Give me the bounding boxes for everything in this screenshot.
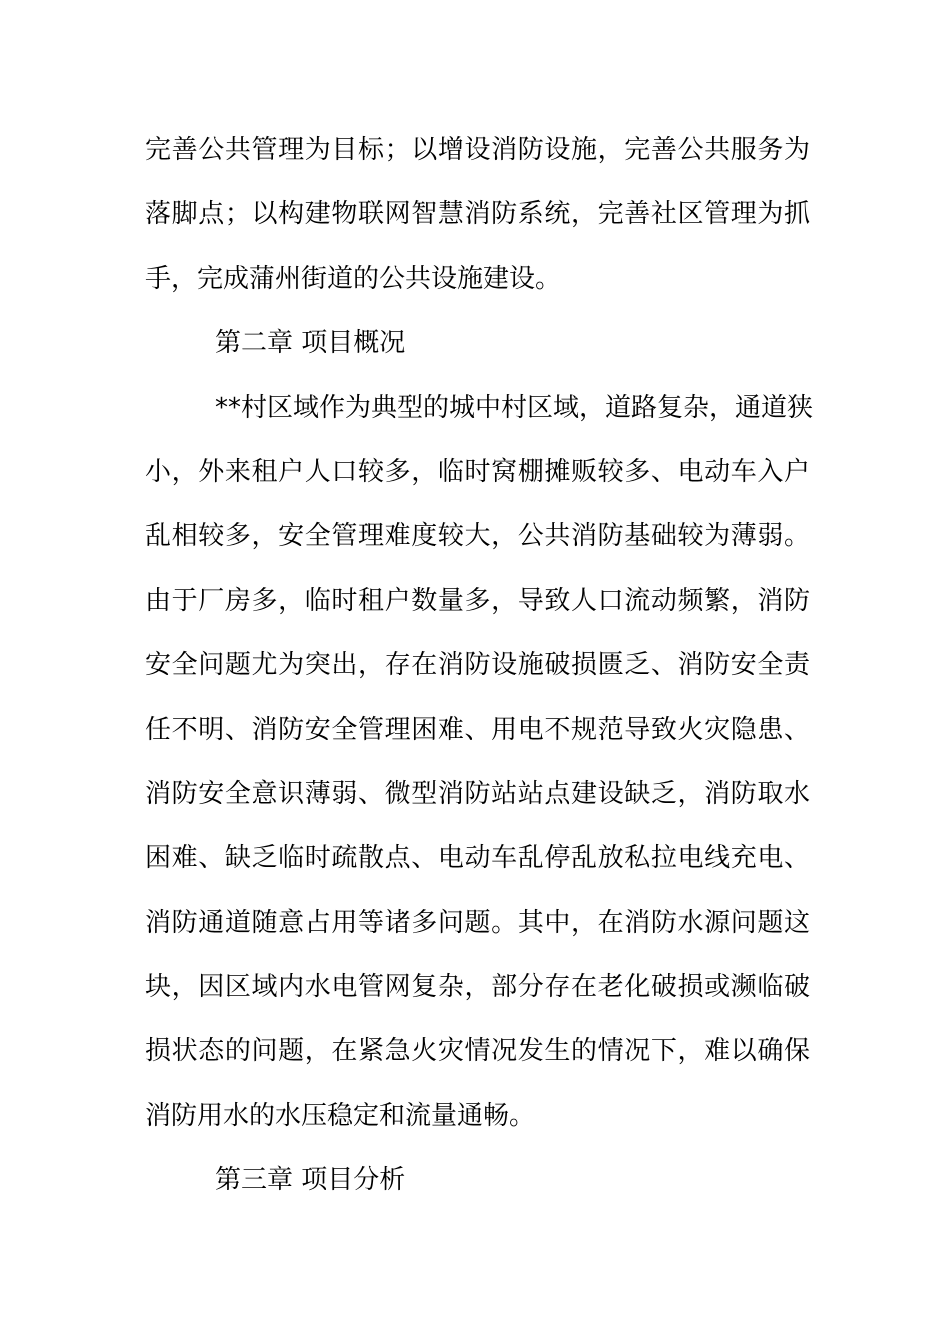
text-line: **村区域作为典型的城中村区域，道路复杂，通道狭 bbox=[215, 392, 814, 423]
chapter-3-heading: 第三章 项目分析 bbox=[215, 1165, 406, 1196]
text-line: 消防通道随意占用等诸多问题。其中，在消防水源问题这 bbox=[145, 907, 810, 938]
text-line: 完善公共管理为目标；以增设消防设施，完善公共服务为 bbox=[145, 135, 810, 165]
text-line: 落脚点；以构建物联网智慧消防系统，完善社区管理为抓 bbox=[145, 199, 810, 230]
text-line: 由于厂房多，临时租户数量多，导致人口流动频繁，消防 bbox=[145, 585, 810, 616]
chapter-2-heading: 第二章 项目概况 bbox=[215, 328, 406, 359]
paragraph-1 bbox=[145, 118, 810, 311]
text-line: 手，完成蒲州街道的公共设施建设。 bbox=[145, 263, 562, 294]
text-line: 小，外来租户人口较多，临时窝棚摊贩较多、电动车入户 bbox=[145, 456, 810, 487]
text-line: 任不明、消防安全管理困难、用电不规范导致火灾隐患、 bbox=[145, 714, 810, 745]
text-line: 块，因区域内水电管网复杂，部分存在老化破损或濒临破 bbox=[145, 972, 810, 1003]
text-line: 损状态的问题，在紧急火灾情况发生的情况下，难以确保 bbox=[145, 1036, 810, 1067]
text-line: 困难、缺乏临时疏散点、电动车乱停乱放私拉电线充电、 bbox=[145, 843, 810, 874]
text-line: 安全问题尤为突出，存在消防设施破损匮乏、消防安全责 bbox=[145, 650, 810, 681]
text-line: 消防用水的水压稳定和流量通畅。 bbox=[145, 1100, 536, 1131]
text-line: 消防安全意识薄弱、微型消防站站点建设缺乏，消防取水 bbox=[145, 778, 810, 809]
text-line: 乱相较多，安全管理难度较大，公共消防基础较为薄弱。 bbox=[145, 521, 810, 552]
body-text bbox=[145, 118, 814, 1213]
paragraph-2 bbox=[145, 376, 814, 1149]
